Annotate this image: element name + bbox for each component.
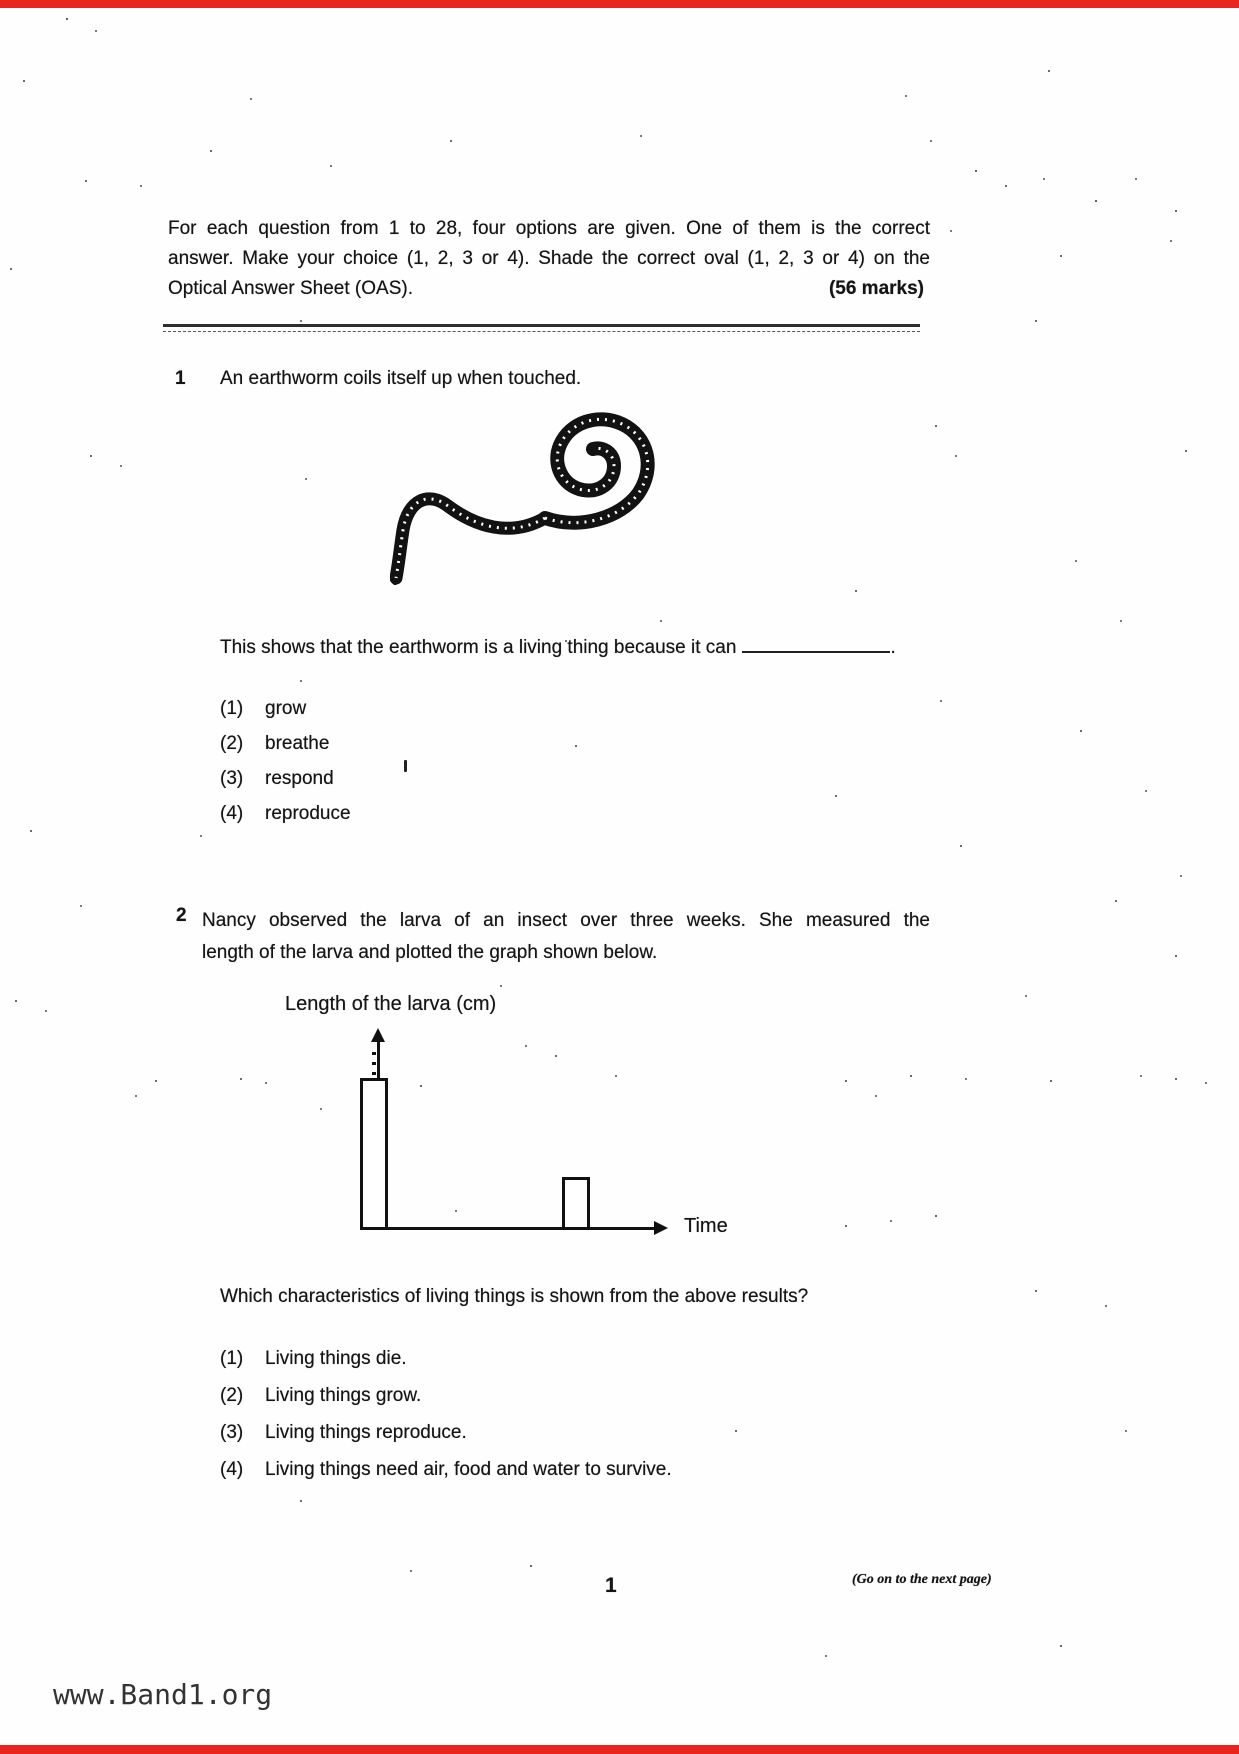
instructions-block bbox=[168, 214, 930, 304]
site-watermark: www.Band1.org bbox=[53, 1678, 273, 1711]
option-row bbox=[220, 803, 351, 838]
option-row bbox=[220, 1385, 672, 1422]
option-number: (4) bbox=[220, 803, 244, 824]
option-number: (2) bbox=[220, 1385, 244, 1406]
marks-label: (56 marks) bbox=[828, 278, 924, 299]
option-number: (3) bbox=[220, 1422, 244, 1443]
option-row bbox=[220, 1422, 672, 1459]
question-2-number: 2 bbox=[176, 905, 187, 926]
earthworm-illustration bbox=[390, 398, 700, 593]
question-1-options bbox=[220, 698, 351, 838]
instructions-line-1: For each question from 1 to 28, four options are given. One of them is the correct bbox=[168, 218, 930, 239]
question-2-stem-line-2: length of the larva and plotted the graph shown below. bbox=[202, 942, 658, 963]
go-on-note: (Go on to the next page) bbox=[852, 1572, 992, 1587]
chart-x-axis bbox=[377, 1227, 657, 1230]
instructions-line-3: Optical Answer Sheet (OAS). bbox=[168, 278, 413, 299]
chart-bar bbox=[562, 1177, 590, 1230]
option-number: (1) bbox=[220, 1348, 244, 1369]
option-row bbox=[220, 768, 351, 803]
option-label: breathe bbox=[265, 733, 330, 754]
page-number: 1 bbox=[605, 1574, 617, 1597]
chart-x-axis-label: Time bbox=[684, 1215, 728, 1237]
question-1-number: 1 bbox=[175, 368, 186, 389]
option-number: (2) bbox=[220, 733, 244, 754]
option-row bbox=[220, 1459, 672, 1496]
option-row bbox=[220, 698, 351, 733]
question-1-stem: An earthworm coils itself up when touched. bbox=[220, 368, 582, 389]
prompt-period: . bbox=[890, 637, 896, 658]
chart-bar bbox=[360, 1078, 388, 1230]
option-number: (1) bbox=[220, 698, 244, 719]
answer-blank bbox=[742, 636, 890, 653]
chart-y-axis-label: Length of the larva (cm) bbox=[285, 993, 497, 1015]
section-divider bbox=[163, 324, 920, 332]
option-label: Living things need air, food and water to survive. bbox=[265, 1459, 672, 1480]
bottom-red-bar bbox=[0, 1745, 1239, 1754]
question-2-options bbox=[220, 1348, 672, 1496]
question-2-stem bbox=[202, 905, 930, 969]
prompt-text: This shows that the earthworm is a living thing because it can bbox=[220, 637, 737, 658]
question-2-prompt: Which characteristics of living things is shown from the above results? bbox=[220, 1286, 809, 1307]
question-1-prompt bbox=[220, 636, 896, 659]
option-row bbox=[220, 1348, 672, 1385]
top-red-bar bbox=[0, 0, 1239, 8]
x-axis-arrow-icon bbox=[654, 1221, 668, 1235]
option-label: reproduce bbox=[265, 803, 351, 824]
instructions-line-2: answer. Make your choice (1, 2, 3 or 4). Shade the correct oval (1, 2, 3 or 4) on the bbox=[168, 248, 930, 269]
larva-growth-chart bbox=[360, 1020, 740, 1232]
option-label: Living things grow. bbox=[265, 1385, 422, 1406]
option-number: (4) bbox=[220, 1459, 244, 1480]
question-2-stem-line-1: Nancy observed the larva of an insect over three weeks. She measured the bbox=[202, 910, 930, 931]
option-row bbox=[220, 733, 351, 768]
scan-noise bbox=[0, 0, 2, 2]
option-label: Living things die. bbox=[265, 1348, 407, 1369]
option-label: grow bbox=[265, 698, 307, 719]
option-label: Living things reproduce. bbox=[265, 1422, 467, 1443]
ink-artifact bbox=[404, 760, 407, 772]
option-label: respond bbox=[265, 768, 334, 789]
option-number: (3) bbox=[220, 768, 244, 789]
